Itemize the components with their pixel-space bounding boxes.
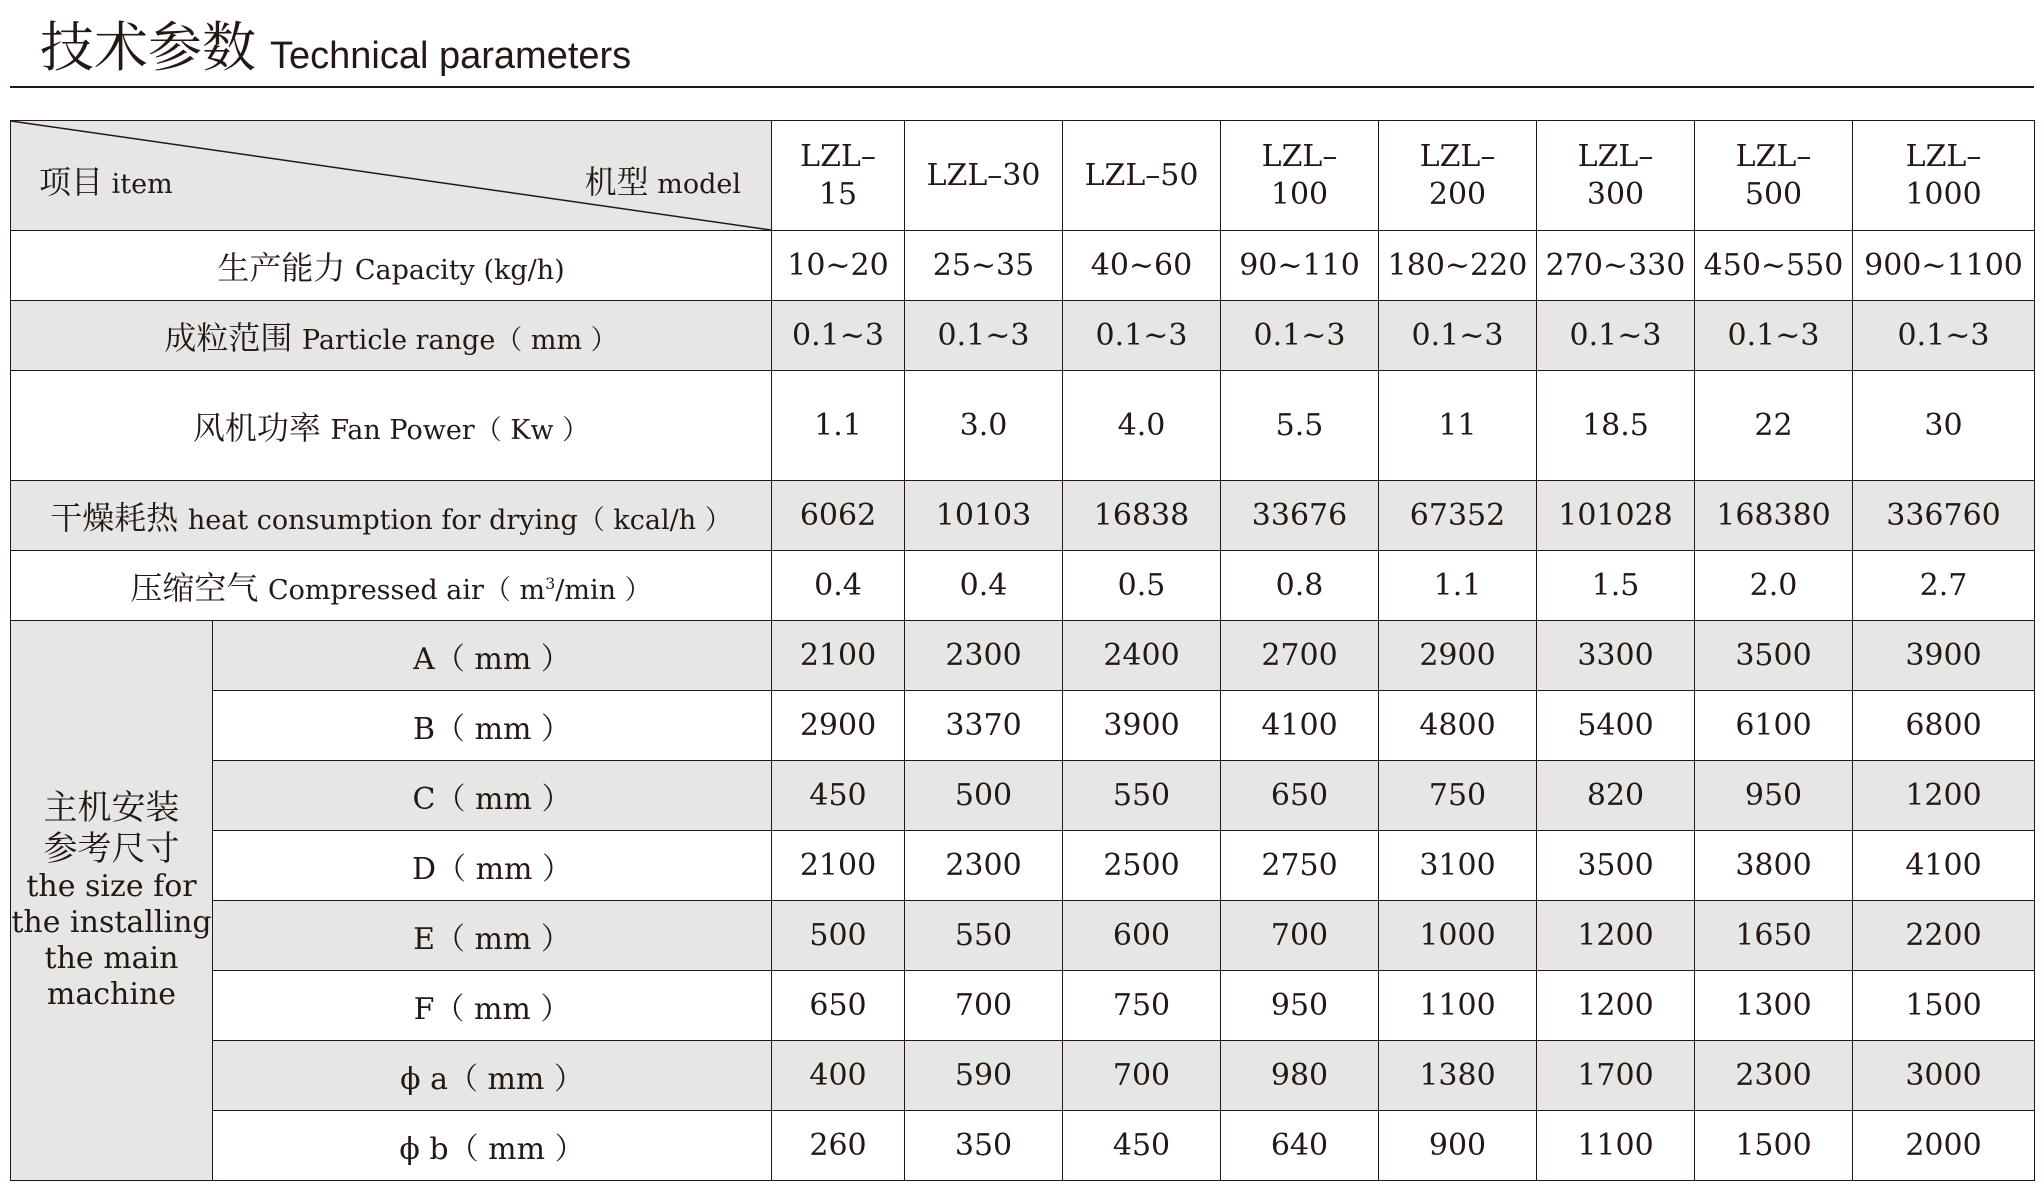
dimension-value: 2300 xyxy=(905,621,1063,691)
model-name-line: LZL–50 xyxy=(1084,157,1199,193)
dimension-row-d xyxy=(11,831,2035,901)
dimension-row-phi-b xyxy=(11,1111,2035,1181)
dimension-label: ϕ b（ mm ） xyxy=(213,1111,772,1181)
dimension-value: 950 xyxy=(1695,761,1853,831)
param-value: 180~220 xyxy=(1379,231,1537,301)
dimension-label: D（ mm ） xyxy=(213,831,772,901)
dimension-value: 550 xyxy=(1063,761,1221,831)
title-en: Technical parameters xyxy=(270,35,632,77)
dimension-value: 3000 xyxy=(1853,1041,2035,1111)
model-header-cell xyxy=(772,121,905,231)
dimension-label: ϕ a（ mm ） xyxy=(213,1041,772,1111)
model-header-cell xyxy=(905,121,1063,231)
param-value: 0.1~3 xyxy=(1221,301,1379,371)
dimension-value: 2100 xyxy=(772,621,905,691)
param-value: 90~110 xyxy=(1221,231,1379,301)
model-name-line: LZL– xyxy=(800,138,876,174)
dimension-value: 1000 xyxy=(1379,901,1537,971)
dimension-value: 600 xyxy=(1063,901,1221,971)
model-name-line: LZL– xyxy=(1905,138,1982,174)
param-label: 风机功率 Fan Power（ Kw ） xyxy=(11,371,772,481)
param-value: 0.8 xyxy=(1221,551,1379,621)
param-value: 0.1~3 xyxy=(1853,301,2035,371)
dimension-value: 2700 xyxy=(1221,621,1379,691)
dimension-value: 1100 xyxy=(1379,971,1537,1041)
dimension-value: 1650 xyxy=(1695,901,1853,971)
param-row-fan-power xyxy=(11,371,2035,481)
param-value: 0.1~3 xyxy=(772,301,905,371)
dimension-value: 500 xyxy=(905,761,1063,831)
param-value: 1.1 xyxy=(772,371,905,481)
param-value: 11 xyxy=(1379,371,1537,481)
header-item-label: 项目 item xyxy=(39,163,173,201)
model-header-cell xyxy=(1221,121,1379,231)
dimension-value: 550 xyxy=(905,901,1063,971)
model-name-line: 15 xyxy=(818,176,858,212)
param-value: 22 xyxy=(1695,371,1853,481)
model-name-line: LZL–30 xyxy=(926,157,1041,193)
param-value: 10103 xyxy=(905,481,1063,551)
dimension-value: 6100 xyxy=(1695,691,1853,761)
model-header-cell xyxy=(1063,121,1221,231)
param-value: 2.0 xyxy=(1695,551,1853,621)
dimension-value: 2750 xyxy=(1221,831,1379,901)
param-label: 成粒范围 Particle range（ mm ） xyxy=(11,301,772,371)
dimension-value: 700 xyxy=(1063,1041,1221,1111)
dimension-value: 3800 xyxy=(1695,831,1853,901)
installation-size-group-label: 主机安装 参考尺寸 the size for the installing the main machine xyxy=(11,621,213,1181)
param-value: 25~35 xyxy=(905,231,1063,301)
dimension-value: 2900 xyxy=(772,691,905,761)
dimension-row-phi-a xyxy=(11,1041,2035,1111)
param-label: 生产能力 Capacity (kg/h) xyxy=(11,231,772,301)
param-value: 0.1~3 xyxy=(1695,301,1853,371)
param-value: 67352 xyxy=(1379,481,1537,551)
header-corner-cell xyxy=(11,121,772,231)
model-name-line: 500 xyxy=(1744,176,1803,212)
dimension-row-a xyxy=(11,621,2035,691)
dimension-value: 1200 xyxy=(1537,901,1695,971)
model-name-line: LZL– xyxy=(1735,138,1812,174)
dimension-value: 1300 xyxy=(1695,971,1853,1041)
model-name-line: 200 xyxy=(1428,176,1487,212)
dimension-value: 820 xyxy=(1537,761,1695,831)
dimension-label: F（ mm ） xyxy=(213,971,772,1041)
dimension-value: 3500 xyxy=(1695,621,1853,691)
dimension-value: 750 xyxy=(1063,971,1221,1041)
param-value: 270~330 xyxy=(1537,231,1695,301)
param-value: 0.4 xyxy=(905,551,1063,621)
param-value: 1.5 xyxy=(1537,551,1695,621)
dimension-value: 3900 xyxy=(1063,691,1221,761)
param-row-compressed-air xyxy=(11,551,2035,621)
dimension-value: 980 xyxy=(1221,1041,1379,1111)
param-value: 0.4 xyxy=(772,551,905,621)
dimension-row-f xyxy=(11,971,2035,1041)
dimension-value: 6800 xyxy=(1853,691,2035,761)
dimension-value: 1200 xyxy=(1853,761,2035,831)
dimension-value: 750 xyxy=(1379,761,1537,831)
param-label: 压缩空气 Compressed air（ $m^3/\min$ ） xyxy=(11,551,772,621)
param-label: 干燥耗热 heat consumption for drying（ kcal/h ） xyxy=(11,481,772,551)
dimension-value: 2200 xyxy=(1853,901,2035,971)
dimension-value: 3300 xyxy=(1537,621,1695,691)
dimension-value: 590 xyxy=(905,1041,1063,1111)
param-value: 900~1100 xyxy=(1853,231,2035,301)
header-row xyxy=(11,121,2035,231)
dimension-value: 650 xyxy=(1221,761,1379,831)
dimension-value: 2300 xyxy=(905,831,1063,901)
dimension-value: 2300 xyxy=(1695,1041,1853,1111)
param-value: 168380 xyxy=(1695,481,1853,551)
param-value: 0.1~3 xyxy=(1379,301,1537,371)
dimension-value: 500 xyxy=(772,901,905,971)
dimension-value: 400 xyxy=(772,1041,905,1111)
model-header-cell xyxy=(1537,121,1695,231)
dimension-label: B（ mm ） xyxy=(213,691,772,761)
model-name-line: LZL– xyxy=(1419,138,1496,174)
model-name-line: LZL– xyxy=(1577,138,1654,174)
spec-table xyxy=(10,120,2035,1181)
title-divider xyxy=(10,86,2034,88)
model-header-cell xyxy=(1853,121,2035,231)
param-value: 40~60 xyxy=(1063,231,1221,301)
model-name-line: 300 xyxy=(1586,176,1645,212)
param-value: 336760 xyxy=(1853,481,2035,551)
dimension-label: E（ mm ） xyxy=(213,901,772,971)
dimension-value: 3900 xyxy=(1853,621,2035,691)
dimension-value: 450 xyxy=(772,761,905,831)
dimension-value: 1380 xyxy=(1379,1041,1537,1111)
dimension-value: 450 xyxy=(1063,1111,1221,1181)
param-value: 2.7 xyxy=(1853,551,2035,621)
param-value: 1.1 xyxy=(1379,551,1537,621)
param-row-particle-range xyxy=(11,301,2035,371)
param-value: 0.1~3 xyxy=(905,301,1063,371)
dimension-row-b xyxy=(11,691,2035,761)
dimension-value: 2000 xyxy=(1853,1111,2035,1181)
dimension-value: 700 xyxy=(905,971,1063,1041)
dimension-value: 1500 xyxy=(1695,1111,1853,1181)
param-value: 450~550 xyxy=(1695,231,1853,301)
param-value: 33676 xyxy=(1221,481,1379,551)
param-value: 18.5 xyxy=(1537,371,1695,481)
dimension-row-c xyxy=(11,761,2035,831)
dimension-value: 1500 xyxy=(1853,971,2035,1041)
dimension-label: C（ mm ） xyxy=(213,761,772,831)
title-zh: 技术参数 xyxy=(40,16,256,79)
dimension-value: 4100 xyxy=(1853,831,2035,901)
dimension-value: 1700 xyxy=(1537,1041,1695,1111)
dimension-row-e xyxy=(11,901,2035,971)
dimension-value: 260 xyxy=(772,1111,905,1181)
page-title xyxy=(40,18,631,82)
dimension-label: A（ mm ） xyxy=(213,621,772,691)
model-name-line: 100 xyxy=(1270,176,1329,212)
param-value: 0.1~3 xyxy=(1063,301,1221,371)
dimension-value: 2400 xyxy=(1063,621,1221,691)
dimension-value: 2100 xyxy=(772,831,905,901)
dimension-value: 900 xyxy=(1379,1111,1537,1181)
dimension-value: 950 xyxy=(1221,971,1379,1041)
dimension-value: 2500 xyxy=(1063,831,1221,901)
dimension-value: 2900 xyxy=(1379,621,1537,691)
dimension-value: 1200 xyxy=(1537,971,1695,1041)
dimension-value: 700 xyxy=(1221,901,1379,971)
param-value: 6062 xyxy=(772,481,905,551)
dimension-value: 3100 xyxy=(1379,831,1537,901)
param-value: 16838 xyxy=(1063,481,1221,551)
param-value: 0.5 xyxy=(1063,551,1221,621)
dimension-value: 3370 xyxy=(905,691,1063,761)
model-header-cell xyxy=(1379,121,1537,231)
param-value: 101028 xyxy=(1537,481,1695,551)
param-value: 5.5 xyxy=(1221,371,1379,481)
dimension-value: 4100 xyxy=(1221,691,1379,761)
param-value: 30 xyxy=(1853,371,2035,481)
model-name-line: LZL– xyxy=(1261,138,1338,174)
dimension-value: 3500 xyxy=(1537,831,1695,901)
param-value: 4.0 xyxy=(1063,371,1221,481)
param-value: 3.0 xyxy=(905,371,1063,481)
param-value: 10~20 xyxy=(772,231,905,301)
model-name-line: 1000 xyxy=(1905,176,1982,212)
dimension-value: 1100 xyxy=(1537,1111,1695,1181)
header-model-label: 机型 model xyxy=(584,163,741,201)
dimension-value: 4800 xyxy=(1379,691,1537,761)
dimension-value: 350 xyxy=(905,1111,1063,1181)
model-header-cell xyxy=(1695,121,1853,231)
param-value: 0.1~3 xyxy=(1537,301,1695,371)
dimension-value: 640 xyxy=(1221,1111,1379,1181)
dimension-value: 5400 xyxy=(1537,691,1695,761)
dimension-value: 650 xyxy=(772,971,905,1041)
param-row-heat-consumption xyxy=(11,481,2035,551)
param-row-capacity xyxy=(11,231,2035,301)
